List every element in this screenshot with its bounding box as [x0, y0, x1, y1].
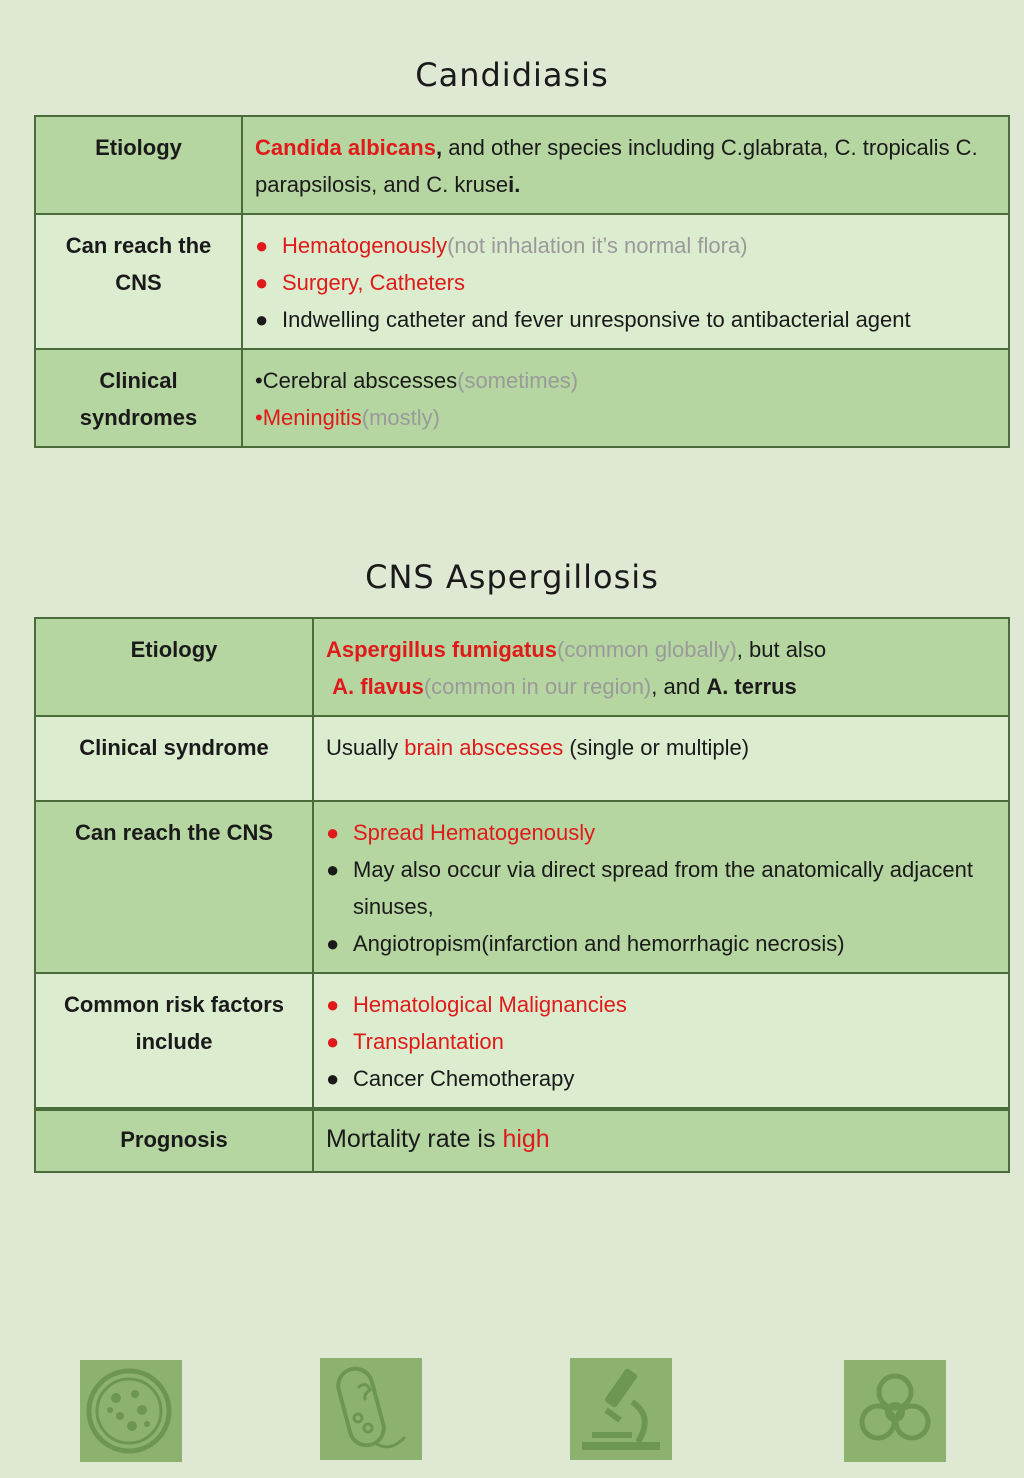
row-label-etiology: Etiology — [35, 618, 313, 716]
table-row — [35, 973, 1009, 1109]
row-label-reach: Can reach the CNS — [35, 801, 313, 973]
list-item: ● May also occur via direct spread from the anatomically adjacent sinuses, — [326, 857, 973, 919]
list-item: ● Spread Hematogenously — [326, 820, 596, 845]
microscope-icon — [570, 1358, 672, 1460]
table-row — [35, 1109, 1009, 1172]
etiology-value: Candida albicans, and other species including C.glabrata, C. tropicalis C. parapsilosis, and C. krusei. — [242, 116, 1009, 214]
bacterium-icon — [320, 1358, 422, 1460]
aspergillosis-title: CNS Aspergillosis — [365, 558, 659, 596]
candidiasis-title: Candidiasis — [415, 56, 609, 94]
table-row — [35, 214, 1009, 349]
footer-icons — [0, 1358, 1024, 1464]
reach-list-cell — [242, 214, 1009, 349]
reach-list-cell — [313, 801, 1009, 973]
syndrome-value: Usually brain abscesses (single or multiple) — [313, 716, 1009, 801]
etiology-value: Aspergillus fumigatus(common globally), but also A. flavus(common in our region), and A. terrus — [313, 618, 1009, 716]
row-label-clinical: Clinical syndromes — [35, 349, 242, 447]
table-row — [35, 801, 1009, 973]
list-item: ● Hematogenously(not inhalation it’s normal flora) — [255, 233, 748, 258]
list-item: ● Indwelling catheter and fever unresponsive to antibacterial agent — [255, 307, 911, 332]
list-item: ● Transplantation — [326, 1029, 504, 1054]
clinical-cell — [242, 349, 1009, 447]
row-label-syndrome: Clinical syndrome — [35, 716, 313, 801]
candidiasis-table — [34, 115, 1010, 448]
row-label-prognosis: Prognosis — [35, 1109, 313, 1172]
list-item: ● Hematological Malignancies — [326, 992, 627, 1017]
list-item: ● Angiotropism(infarction and hemorrhagic necrosis) — [326, 931, 845, 956]
row-label-risk: Common risk factors include — [35, 973, 313, 1109]
list-item: ● Surgery, Catheters — [255, 270, 466, 295]
risk-list-cell — [313, 973, 1009, 1109]
list-item: ● Cancer Chemotherapy — [326, 1066, 575, 1091]
list-item: •Meningitis(mostly) — [255, 405, 440, 430]
biohazard-icon — [844, 1360, 946, 1462]
row-label-reach: Can reach the CNS — [35, 214, 242, 349]
table-row — [35, 716, 1009, 801]
petri-dish-icon — [80, 1360, 182, 1462]
row-label-etiology: Etiology — [35, 116, 242, 214]
table-row — [35, 349, 1009, 447]
aspergillosis-table — [34, 617, 1010, 1173]
prognosis-value: Mortality rate is high — [313, 1109, 1009, 1172]
table-row — [35, 116, 1009, 214]
table-row — [35, 618, 1009, 716]
list-item: •Cerebral abscesses(sometimes) — [255, 368, 579, 393]
